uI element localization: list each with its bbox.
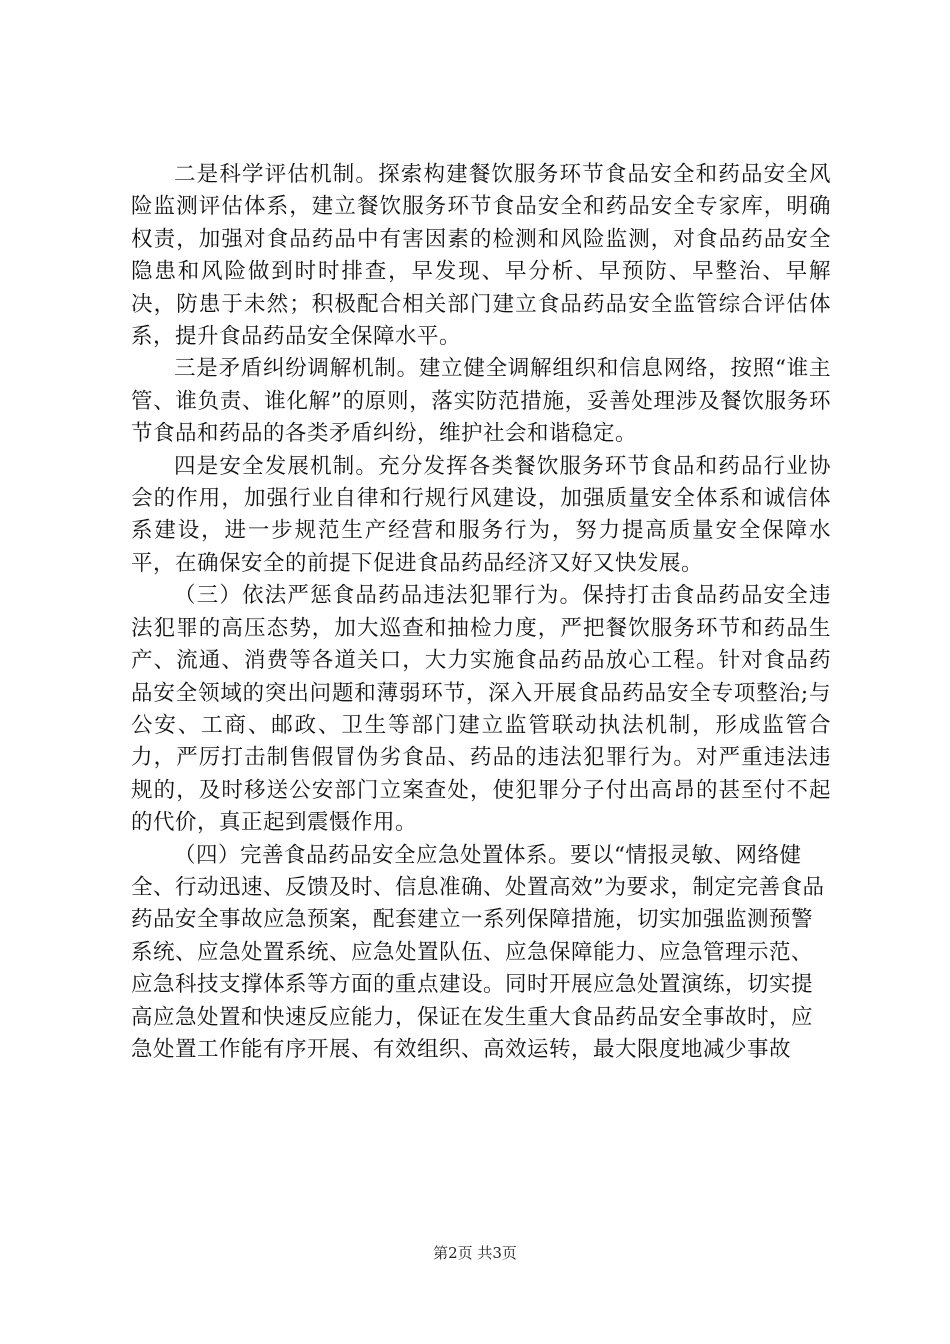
paragraph-crime-punishment: （三）依法严惩食品药品违法犯罪行为。保持打击食品药品安全违法犯罪的高压态势，加大巡查和抽检力度，严把餐饮服务环节和药品生产、流通、消费等各道关口，大力实施食品药品放心工程。针对食品药品安全领域的突出问题和薄弱环节，深入开展食品药品安全专项整治;与公安、工商、邮政、卫生等部门建立监管联动执法机制，形成监管合力，严厉打击制售假冒伪劣食品、药品的违法犯罪行为。对严重违法违规的，及时移送公安部门立案查处，使犯罪分子付出高昂的甚至付不起的代价，真正起到震慑作用。 <box>131 583 831 836</box>
paragraph-dispute-mediation: 三是矛盾纠纷调解机制。建立健全调解组织和信息网络，按照“谁主管、谁负责、谁化解”的原则，落实防范措施，妥善处理涉及餐饮服务环节食品和药品的各类矛盾纠纷，维护社会和谐稳定。 <box>131 356 831 447</box>
document-body <box>131 159 831 1066</box>
paragraph-emergency-response: （四）完善食品药品安全应急处置体系。要以“情报灵敏、网络健全、行动迅速、反馈及时、信息准确、处置高效”为要求，制定完善食品药品安全事故应急预案，配套建立一系列保障措施，切实加强监测预警系统、应急处置系统、应急处置队伍、应急保障能力、应急管理示范、应急科技支撑体系等方面的重点建设。同时开展应急处置演练，切实提高应急处置和快速反应能力，保证在发生重大食品药品安全事故时，应急处置工作能有序开展、有效组织、高效运转，最大限度地减少事故 <box>131 842 825 1062</box>
paragraph-science-assessment: 二是科学评估机制。探索构建餐饮服务环节食品安全和药品安全风险监测评估体系，建立餐饮服务环节食品安全和药品安全专家库，明确权责，加强对食品药品中有害因素的检测和风险监测，对食品药品安全隐患和风险做到时时排查，早发现、早分析、早预防、早整治、早解决，防患于未然；积极配合相关部门建立食品药品安全监管综合评估体系，提升食品药品安全保障水平。 <box>131 162 831 350</box>
paragraph-safe-development: 四是安全发展机制。充分发挥各类餐饮服务环节食品和药品行业协会的作用，加强行业自律和行规行风建设，加强质量安全体系和诚信体系建设，进一步规范生产经营和服务行为，努力提高质量安全保障水平，在确保安全的前提下促进食品药品经济又好又快发展。 <box>131 453 831 576</box>
page-number-footer: 第2页 共3页 <box>433 1244 517 1262</box>
